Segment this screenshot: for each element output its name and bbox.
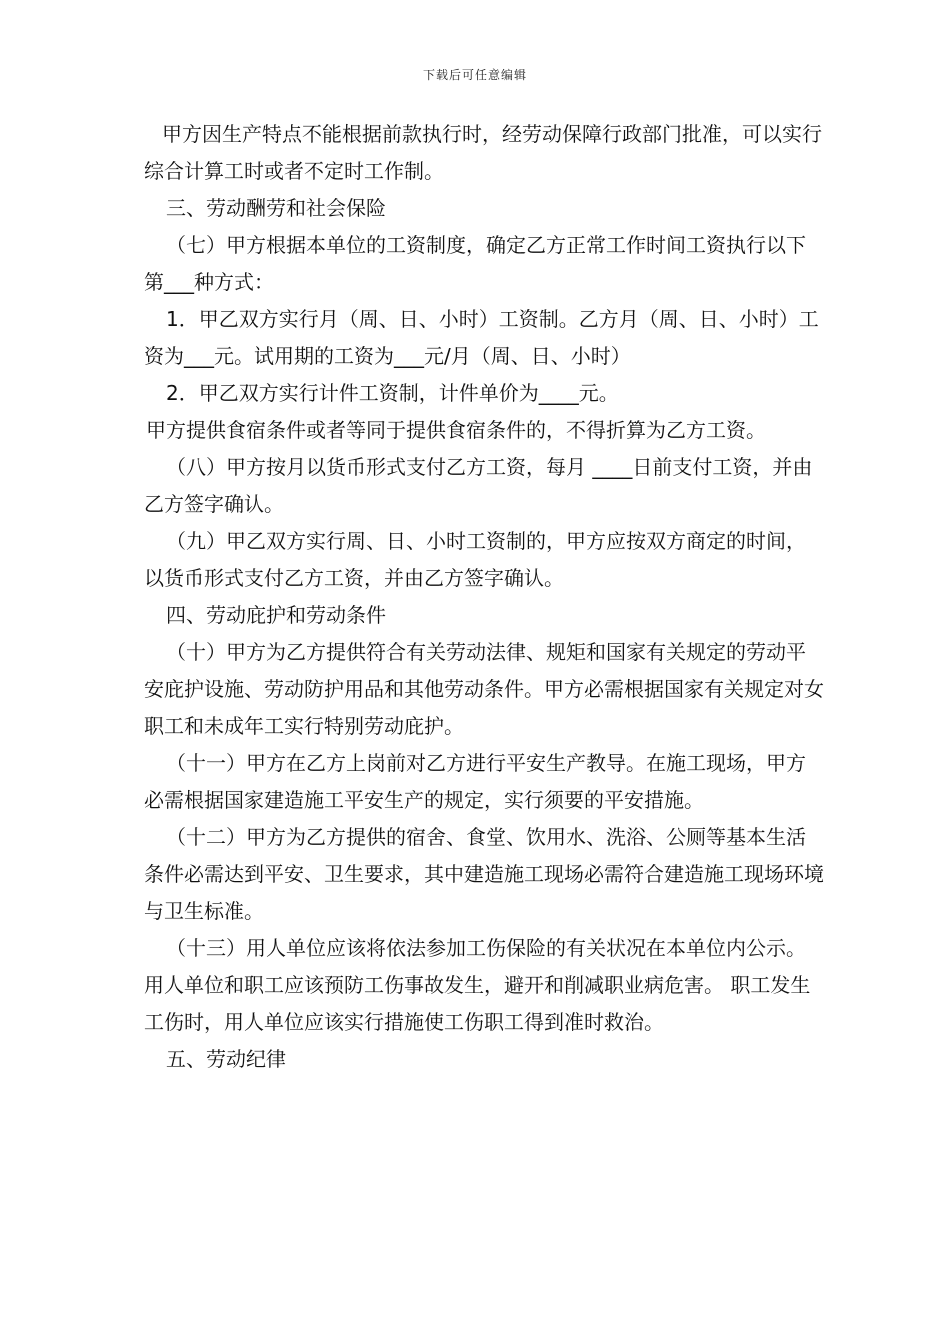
- section-heading-3: 三、劳动酬劳和社会保险: [166, 196, 386, 220]
- paragraph-clause-10: （十）甲方为乙方提供符合有关劳动法律、规矩和国家有关规定的劳动平安庇护设施、劳动防护用品和其他劳动条件。甲方必需根据国家有关规定对女职工和未成年工实行特别劳动庇护。: [144, 640, 824, 738]
- section-heading-4: 四、劳动庇护和劳动条件: [166, 603, 386, 627]
- paragraph-clause-9: （九）甲乙双方实行周、日、小时工资制的，甲方应按双方商定的时间，以货币形式支付乙方工资，并由乙方签字确认。: [144, 529, 806, 590]
- paragraph-clause-12: （十二）甲方为乙方提供的宿舍、食堂、饮用水、洗浴、公厕等基本生活条件必需达到平安、卫生要求，其中建造施工现场必需符合建造施工现场环境与卫生标准。: [144, 825, 824, 923]
- paragraph-clause-7-option-2: 2．甲乙双方实行计件工资制，计件单价为____元。: [166, 381, 619, 405]
- document-body: [144, 116, 824, 1078]
- paragraph-clause-11: （十一）甲方在乙方上岗前对乙方进行平安生产教导。在施工现场，甲方必需根据国家建造施工平安生产的规定，实行须要的平安措施。: [144, 751, 806, 812]
- paragraph-clause-13: （十三）用人单位应该将依法参加工伤保险的有关状况在本单位内公示。用人单位和职工应该预防工伤事故发生，避开和削减职业病危害。 职工发生工伤时，用人单位应该实行措施使工伤职工得到准时救治。: [144, 936, 811, 1034]
- page-header: 下载后可任意编辑: [422, 68, 527, 82]
- paragraph-clause-7-option-1: 1．甲乙双方实行月（周、日、小时）工资制。乙方月（周、日、小时）工资为___元。试用期的工资为___元/月（周、日、小时）: [144, 307, 819, 368]
- paragraph-clause-8: （八）甲方按月以货币形式支付乙方工资，每月 ____日前支付工资，并由乙方签字确认。: [144, 455, 813, 516]
- paragraph-clause-7: （七）甲方根据本单位的工资制度，确定乙方正常工作时间工资执行以下第___种方式：: [144, 233, 806, 294]
- section-heading-5: 五、劳动纪律: [166, 1047, 286, 1071]
- paragraph-clause-7-note: 甲方提供食宿条件或者等同于提供食宿条件的，不得折算为乙方工资。: [146, 418, 766, 442]
- paragraph-overtime-approval: 甲方因生产特点不能根据前款执行时，经劳动保障行政部门批准，可以实行综合计算工时或者不定时工作制。: [144, 122, 822, 183]
